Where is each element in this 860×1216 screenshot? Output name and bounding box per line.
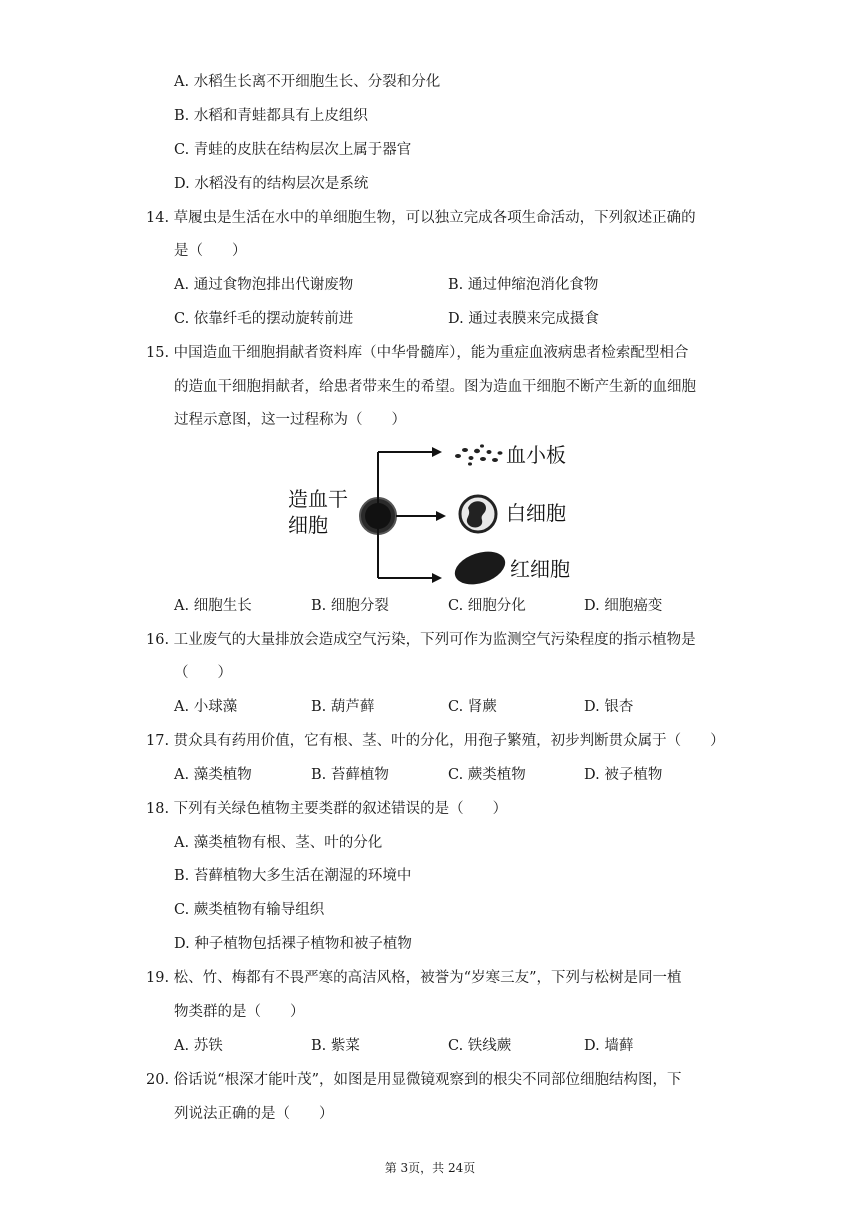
q18-option-c: C. 蕨类植物有输导组织 bbox=[174, 902, 325, 918]
red-blood-cell-icon bbox=[451, 546, 510, 590]
q18-option-d: D. 种子植物包括裸子植物和被子植物 bbox=[174, 936, 412, 952]
blood-cell-figure bbox=[282, 438, 582, 590]
red-blood-cell-label: 红细胞 bbox=[510, 557, 570, 581]
platelet-icon bbox=[455, 444, 503, 465]
q14-option-a: A. 通过食物泡排出代谢废物 bbox=[174, 277, 354, 293]
q16-option-a: A. 小球藻 bbox=[174, 699, 238, 715]
q16-option-b: B. 葫芦藓 bbox=[311, 699, 375, 715]
q19-option-d: D. 墙藓 bbox=[584, 1038, 634, 1054]
q16-option-d: D. 银杏 bbox=[584, 699, 634, 715]
q14-option-b: B. 通过伸缩泡消化食物 bbox=[448, 277, 599, 293]
q16-stem-line1: 16. 工业废气的大量排放会造成空气污染，下列可作为监测空气污染程度的指示植物是 bbox=[146, 632, 696, 648]
q13-option-b: B. 水稻和青蛙都具有上皮组织 bbox=[174, 108, 368, 124]
platelet-label: 血小板 bbox=[506, 443, 566, 467]
q19-option-a: A. 苏铁 bbox=[174, 1038, 223, 1054]
q20-stem-line1: 20. 俗话说“根深才能叶茂”，如图是用显微镜观察到的根尖不同部位细胞结构图，下 bbox=[146, 1072, 682, 1088]
q16-option-c: C. 肾蕨 bbox=[448, 699, 497, 715]
q19-stem-line2: 物类群的是（ ） bbox=[174, 1004, 305, 1020]
q17-option-d: D. 被子植物 bbox=[584, 767, 663, 783]
q15-option-c: C. 细胞分化 bbox=[448, 598, 526, 614]
q19-option-c: C. 铁线蕨 bbox=[448, 1038, 512, 1054]
q19-stem-line1: 19. 松、竹、梅都有不畏严寒的高洁风格，被誉为“岁寒三友”，下列与松树是同一植 bbox=[146, 970, 682, 986]
q14-stem-line1: 14. 草履虫是生活在水中的单细胞生物，可以独立完成各项生命活动，下列叙述正确的 bbox=[146, 210, 696, 226]
q19-option-b: B. 紫菜 bbox=[311, 1038, 360, 1054]
q15-option-a: A. 细胞生长 bbox=[174, 598, 252, 614]
q15-option-b: B. 细胞分裂 bbox=[311, 598, 389, 614]
q15-stem-line3: 过程示意图，这一过程称为（ ） bbox=[174, 412, 406, 428]
q16-stem-line2: （ ） bbox=[174, 665, 232, 681]
q18-option-a: A. 藻类植物有根、茎、叶的分化 bbox=[174, 835, 383, 851]
q14-stem-line2: 是（ ） bbox=[174, 243, 247, 259]
q17-option-c: C. 蕨类植物 bbox=[448, 767, 526, 783]
q13-option-a: A. 水稻生长离不开细胞生长、分裂和分化 bbox=[174, 74, 441, 90]
page-footer: 第 3页，共 24页 bbox=[384, 1161, 476, 1175]
q13-option-d: D. 水稻没有的结构层次是系统 bbox=[174, 176, 369, 192]
figure-source-label-line1: 造血干 bbox=[288, 487, 348, 511]
figure-source-label-line2: 细胞 bbox=[288, 513, 328, 537]
q14-option-c: C. 依靠纤毛的摆动旋转前进 bbox=[174, 311, 354, 327]
q13-option-c: C. 青蛙的皮肤在结构层次上属于器官 bbox=[174, 142, 412, 158]
white-blood-cell-label: 白细胞 bbox=[506, 501, 566, 525]
q17-option-b: B. 苔藓植物 bbox=[311, 767, 389, 783]
q15-option-d: D. 细胞癌变 bbox=[584, 598, 663, 614]
q20-stem-line2: 列说法正确的是（ ） bbox=[174, 1106, 334, 1122]
q17-option-a: A. 藻类植物 bbox=[174, 767, 252, 783]
q17-stem-line1: 17. 贯众具有药用价值，它有根、茎、叶的分化，用孢子繁殖，初步判断贯众属于（ ） bbox=[146, 733, 725, 749]
q15-stem-line2: 的造血干细胞捐献者，给患者带来生的希望。图为造血干细胞不断产生新的血细胞 bbox=[174, 379, 696, 395]
white-blood-cell-icon bbox=[460, 496, 496, 532]
q15-stem-line1: 15. 中国造血干细胞捐献者资料库（中华骨髓库），能为重症血液病患者检索配型相合 bbox=[146, 345, 689, 361]
q18-stem-line1: 18. 下列有关绿色植物主要类群的叙述错误的是（ ） bbox=[146, 801, 508, 817]
q18-option-b: B. 苔藓植物大多生活在潮湿的环境中 bbox=[174, 868, 412, 884]
q14-option-d: D. 通过表膜来完成摄食 bbox=[448, 311, 599, 327]
